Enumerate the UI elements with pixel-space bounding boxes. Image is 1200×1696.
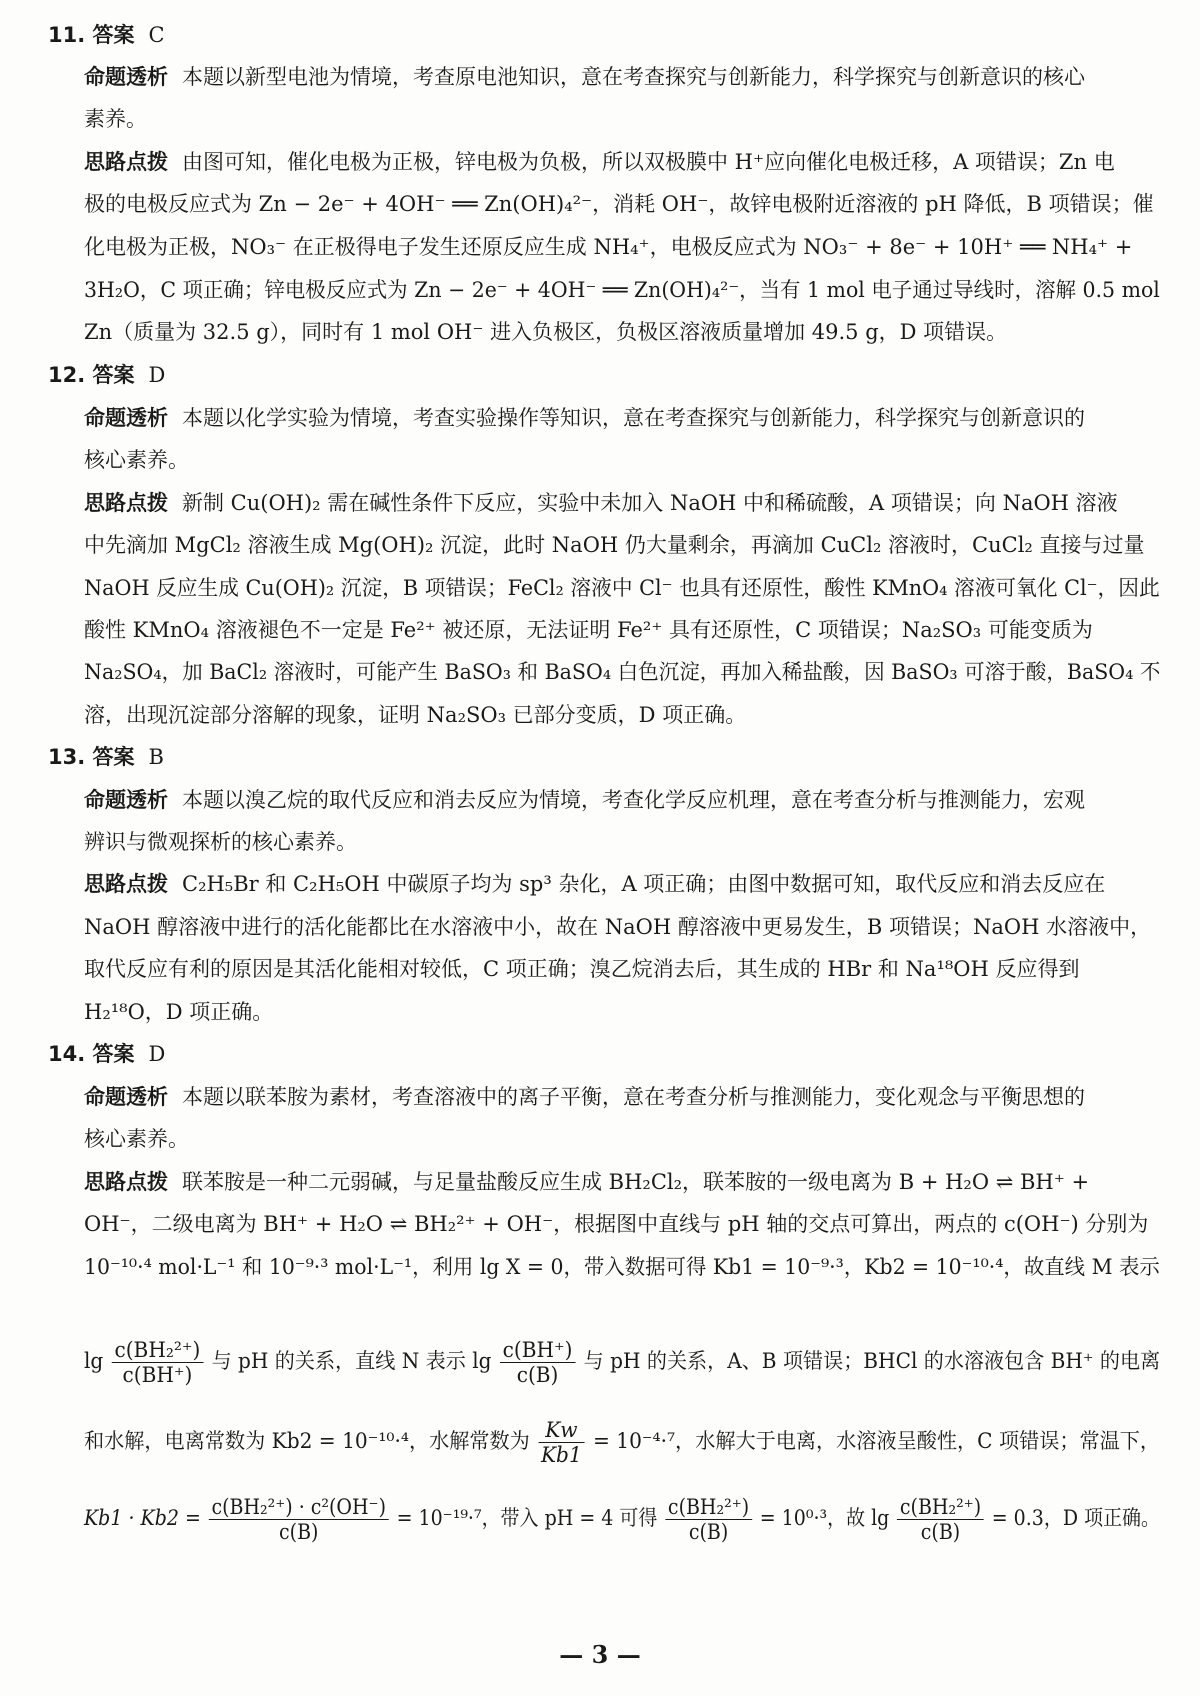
section-label: 思路点拨 xyxy=(84,491,168,515)
fraction-numerator: c(BH₂²⁺) xyxy=(897,1495,984,1520)
text-line xyxy=(84,615,1093,645)
text-line xyxy=(84,530,1145,560)
text-line xyxy=(84,1209,1148,1239)
text-line xyxy=(84,657,1160,687)
line-text: NaOH 反应生成 Cu(OH)₂ 沉淀，B 项错误；FeCl₂ 溶液中 Cl⁻ 也具有还原性，酸性 KMnO₄ 溶液可氧化 Cl⁻，因此 xyxy=(84,576,1160,600)
line-text: 取代反应有利的原因是其活化能相对较低，C 项正确；溴乙烷消去后，其生成的 HBr 和 Na¹⁸OH 反应得到 xyxy=(84,957,1080,981)
section-label: 命题透析 xyxy=(84,1085,168,1109)
question-number: 13. 答案 xyxy=(48,745,135,769)
text-line xyxy=(84,573,1160,603)
text-line xyxy=(84,317,1007,347)
formula-text: = 10⁻¹⁹·⁷，带入 pH = 4 可得 xyxy=(396,1506,658,1530)
question-heading xyxy=(48,742,164,772)
line-text: Na₂SO₄，加 BaCl₂ 溶液时，可能产生 BaSO₃ 和 BaSO₄ 白色沉淀，再加入稀盐酸，因 BaSO₃ 可溶于酸，BaSO₄ 不 xyxy=(84,660,1161,684)
fraction-numerator: c(BH₂²⁺) xyxy=(112,1338,204,1363)
text-line xyxy=(84,700,746,730)
line-text: 辨识与微观探析的核心素养。 xyxy=(84,830,357,854)
formula-text: 与 pH 的关系，A、B 项错误；BHCl 的水溶液包含 BH⁺ 的电离 xyxy=(583,1349,1161,1373)
line-text: 新制 Cu(OH)₂ 需在碱性条件下反应，实验中未加入 NaOH 中和稀硫酸，A 项错误；向 NaOH 溶液 xyxy=(182,491,1118,515)
line-text: H₂¹⁸O，D 项正确。 xyxy=(84,1000,274,1024)
formula-text: = 10⁰·³，故 lg xyxy=(759,1506,890,1530)
fraction-denominator: Kb1 xyxy=(541,1443,582,1467)
section-label: 思路点拨 xyxy=(84,150,168,174)
line-text: 极的电极反应式为 Zn − 2e⁻ + 4OH⁻ ══ Zn(OH)₄²⁻，消耗 OH⁻，故锌电极附近溶液的 pH 降低，B 项错误；催 xyxy=(84,192,1154,216)
answer-choice: D xyxy=(148,1042,166,1066)
text-line xyxy=(84,1124,189,1154)
text-line xyxy=(84,912,1151,942)
line-text: 溶，出现沉淀部分溶解的现象，证明 Na₂SO₃ 已部分变质，D 项正确。 xyxy=(84,703,747,727)
line-text: 本题以新型电池为情境，考查原电池知识，意在考查探究与创新能力，科学探究与创新意识的核心 xyxy=(182,65,1085,89)
text-line xyxy=(84,189,1154,219)
page-number: — 3 — xyxy=(559,1640,641,1669)
fraction-numerator: Kw xyxy=(538,1418,585,1443)
text-line xyxy=(84,232,1132,262)
formula-line-3 xyxy=(84,1495,1160,1544)
section-line xyxy=(84,147,1115,177)
formula-line-1 xyxy=(84,1338,1160,1387)
question-number: 12. 答案 xyxy=(48,363,135,387)
section-label: 思路点拨 xyxy=(84,1170,168,1194)
fraction-denominator: c(BH⁺) xyxy=(122,1363,193,1387)
line-text: Zn（质量为 32.5 g），同时有 1 mol OH⁻ 进入负极区，负极区溶液质量增加 49.5 g，D 项错误。 xyxy=(84,320,1008,344)
line-text: 联苯胺是一种二元弱碱，与足量盐酸反应生成 BH₂Cl₂，联苯胺的一级电离为 B + H₂O ⇌ BH⁺ + xyxy=(182,1170,1090,1194)
text-line xyxy=(84,827,357,857)
line-text: C₂H₅Br 和 C₂H₅OH 中碳原子均为 sp³ 杂化，A 项正确；由图中数据可知，取代反应和消去反应在 xyxy=(182,872,1106,896)
fraction-denominator: c(B) xyxy=(279,1520,319,1544)
fraction-numerator: c(BH₂²⁺) · c²(OH⁻) xyxy=(209,1495,389,1520)
fraction-denominator: c(B) xyxy=(516,1363,559,1387)
line-text: 素养。 xyxy=(84,107,147,131)
fraction-numerator: c(BH⁺) xyxy=(500,1338,576,1363)
line-text: 核心素养。 xyxy=(84,1127,189,1151)
section-line xyxy=(84,869,1105,899)
fraction xyxy=(665,1495,752,1544)
line-text: 本题以溴乙烷的取代反应和消去反应为情境，考查化学反应机理，意在考查分析与推测能力，宏观 xyxy=(182,788,1085,812)
text-line xyxy=(84,445,189,475)
fraction-numerator: c(BH₂²⁺) xyxy=(665,1495,752,1520)
text-line xyxy=(84,997,273,1027)
fraction xyxy=(112,1338,204,1387)
line-text: 核心素养。 xyxy=(84,448,189,472)
formula-text: = 10⁻⁴·⁷，水解大于电离，水溶液呈酸性，C 项错误；常温下， xyxy=(592,1429,1161,1453)
fraction xyxy=(500,1338,576,1387)
line-text: 中先滴加 MgCl₂ 溶液生成 Mg(OH)₂ 沉淀，此时 NaOH 仍大量剩余，再滴加 CuCl₂ 溶液时，CuCl₂ 直接与过量 xyxy=(84,533,1145,557)
question-heading xyxy=(48,20,165,50)
section-line xyxy=(84,488,1118,518)
formula-text: = 0.3，D 项正确。 xyxy=(991,1506,1161,1530)
formula-text: 和水解，电离常数为 Kb2 = 10⁻¹⁰·⁴，水解常数为 xyxy=(84,1429,530,1453)
formula-text: lg xyxy=(84,1349,104,1373)
line-text: 10⁻¹⁰·⁴ mol·L⁻¹ 和 10⁻⁹·³ mol·L⁻¹，利用 lg X = 0，带入数据可得 Kb1 = 10⁻⁹·³，Kb2 = 10⁻¹⁰·⁴，故直线 M 表示 xyxy=(84,1255,1160,1279)
formula-line-2 xyxy=(84,1418,1160,1467)
formula-text: 与 pH 的关系，直线 N 表示 lg xyxy=(211,1349,492,1373)
section-line xyxy=(84,785,1085,815)
question-heading xyxy=(48,1039,165,1069)
line-text: OH⁻，二级电离为 BH⁺ + H₂O ⇌ BH₂²⁺ + OH⁻，根据图中直线与 pH 轴的交点可算出，两点的 c(OH⁻) 分别为 xyxy=(84,1212,1149,1236)
line-text: 化电极为正极，NO₃⁻ 在正极得电子发生还原反应生成 NH₄⁺，电极反应式为 NO₃⁻ + 8e⁻ + 10H⁺ ══ NH₄⁺ + xyxy=(84,235,1133,259)
formula-text: Kb1 · Kb2 = xyxy=(84,1506,201,1530)
section-line xyxy=(84,1167,1089,1197)
line-text: 本题以化学实验为情境，考查实验操作等知识，意在考查探究与创新能力，科学探究与创新意识的 xyxy=(182,406,1085,430)
text-line xyxy=(84,104,147,134)
answer-choice: D xyxy=(148,363,166,387)
fraction xyxy=(538,1418,585,1467)
answer-choice: C xyxy=(148,23,165,47)
question-heading xyxy=(48,360,165,390)
section-line xyxy=(84,62,1085,92)
text-line xyxy=(84,954,1080,984)
fraction xyxy=(209,1495,389,1544)
line-text: 酸性 KMnO₄ 溶液褪色不一定是 Fe²⁺ 被还原，无法证明 Fe²⁺ 具有还原性，C 项错误；Na₂SO₃ 可能变质为 xyxy=(84,618,1093,642)
line-text: 3H₂O，C 项正确；锌电极反应式为 Zn − 2e⁻ + 4OH⁻ ══ Zn(OH)₄²⁻，当有 1 mol 电子通过导线时，溶解 0.5 mol xyxy=(84,278,1160,302)
line-text: 由图可知，催化电极为正极，锌电极为负极，所以双极膜中 H⁺应向催化电极迁移，A 项错误；Zn 电 xyxy=(182,150,1115,174)
line-text: 本题以联苯胺为素材，考查溶液中的离子平衡，意在考查分析与推测能力，变化观念与平衡思想的 xyxy=(182,1085,1085,1109)
fraction xyxy=(897,1495,984,1544)
fraction-denominator: c(B) xyxy=(688,1520,729,1544)
question-number: 14. 答案 xyxy=(48,1042,135,1066)
section-label: 命题透析 xyxy=(84,65,168,89)
section-line xyxy=(84,1082,1085,1112)
answer-choice: B xyxy=(148,745,164,769)
question-number: 11. 答案 xyxy=(48,23,135,47)
section-label: 思路点拨 xyxy=(84,872,168,896)
text-line xyxy=(84,1252,1160,1282)
section-line xyxy=(84,403,1085,433)
fraction-denominator: c(B) xyxy=(920,1520,961,1544)
section-label: 命题透析 xyxy=(84,406,168,430)
text-line xyxy=(84,275,1160,305)
section-label: 命题透析 xyxy=(84,788,168,812)
line-text: NaOH 醇溶液中进行的活化能都比在水溶液中小，故在 NaOH 醇溶液中更易发生，B 项错误；NaOH 水溶液中， xyxy=(84,915,1152,939)
